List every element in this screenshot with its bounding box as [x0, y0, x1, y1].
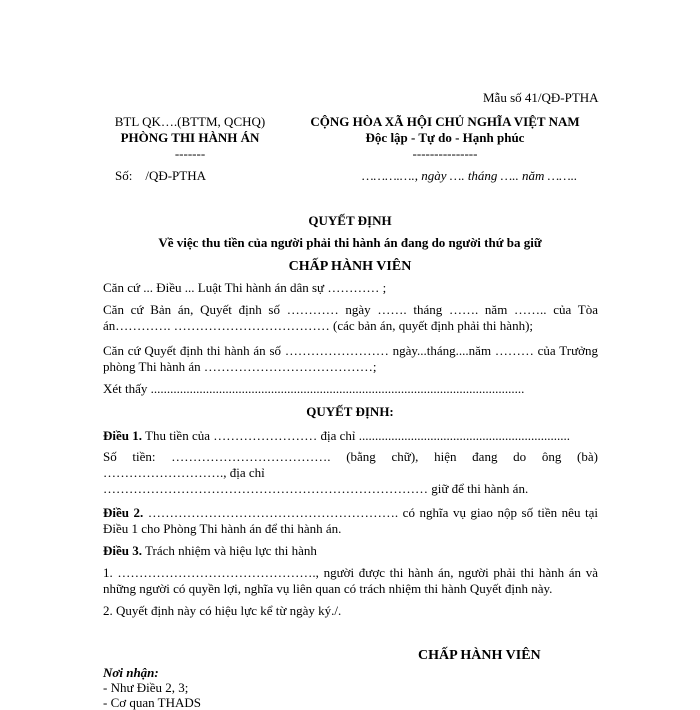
article-2 [103, 505, 598, 537]
basis-consideration: Xét thấy ................................................................................................................... [103, 381, 525, 396]
right-separator: --------------- [412, 146, 478, 161]
article-1-text: Thu tiền của …………………… địa chỉ ................................................................. [142, 428, 571, 443]
article-1-money: Số tiền: ………………………………. (bằng chữ), hiện đang do ông (bà) ………………………., địa chỉ [103, 449, 598, 480]
basis-2: Căn cứ Bản án, Quyết định số ………… ngày ……. tháng ……. năm …….. của Tòa án…………. ……………………………… (các bản án, quyết định phải thi hành); [103, 302, 598, 333]
article-3-text: Trách nhiệm và hiệu lực thi hành [142, 543, 317, 558]
issuing-org: BTL QK….(BTTM, QCHQ) [114, 114, 266, 129]
signer-title: CHẤP HÀNH VIÊN [418, 648, 541, 663]
article-2-text: …………………………………………………. có nghĩa vụ giao nộp số tiền nêu tại Điều 1 cho Phòng Thi hành án để thi hành án. [103, 505, 598, 536]
document-number: Số: /QĐ-PTHA [115, 168, 207, 183]
form-code: Mẫu số 41/QĐ-PTHA [483, 90, 599, 105]
article-1-label: Điều 1. [103, 428, 142, 443]
article-3-item-2: 2. Quyết định này có hiệu lực kể từ ngày ký./. [103, 603, 342, 618]
basis-1: Căn cứ ... Điều ... Luật Thi hành án dân sự ………… ; [103, 280, 387, 295]
basis-3: Căn cứ Quyết định thi hành án số …………………… ngày...tháng....năm ……… của Trưởng phòng Thi hành án …………………………………; [103, 343, 598, 374]
article-3-item-1: 1. ………………………………………., người được thi hành án, người phải thi hành án và những người có quyền lợi, nghĩa vụ liên quan có trách nhiệm thi hành Quyết định này. [103, 565, 598, 596]
article-3-label: Điều 3. [103, 543, 142, 558]
decision-heading: QUYẾT ĐỊNH: [306, 404, 394, 419]
issue-date: ……….…., ngày …. tháng ….. năm …….. [362, 168, 578, 183]
article-1 [103, 428, 598, 444]
left-separator: ------- [174, 146, 206, 161]
document-title: QUYẾT ĐỊNH [308, 213, 392, 228]
recipient-item: - Như Điều 2, 3; [103, 680, 189, 695]
article-1-address: ………………………………………………………………… giữ để thi hành án. [103, 481, 529, 496]
country-name: CỘNG HÒA XÃ HỘI CHỦ NGHĨA VIỆT NAM [310, 114, 580, 129]
document-subtitle: Về việc thu tiền của người phải thi hành án đang do người thứ ba giữ [158, 235, 542, 250]
article-3 [103, 543, 598, 559]
article-2-label: Điều 2. [103, 505, 144, 520]
motto: Độc lập - Tự do - Hạnh phúc [365, 130, 525, 145]
issuer-title: CHẤP HÀNH VIÊN [288, 259, 412, 274]
recipient-item: - Cơ quan THADS [103, 695, 201, 710]
issuing-dept: PHÒNG THI HÀNH ÁN [120, 130, 260, 145]
recipients-label: Nơi nhận: [103, 665, 159, 680]
